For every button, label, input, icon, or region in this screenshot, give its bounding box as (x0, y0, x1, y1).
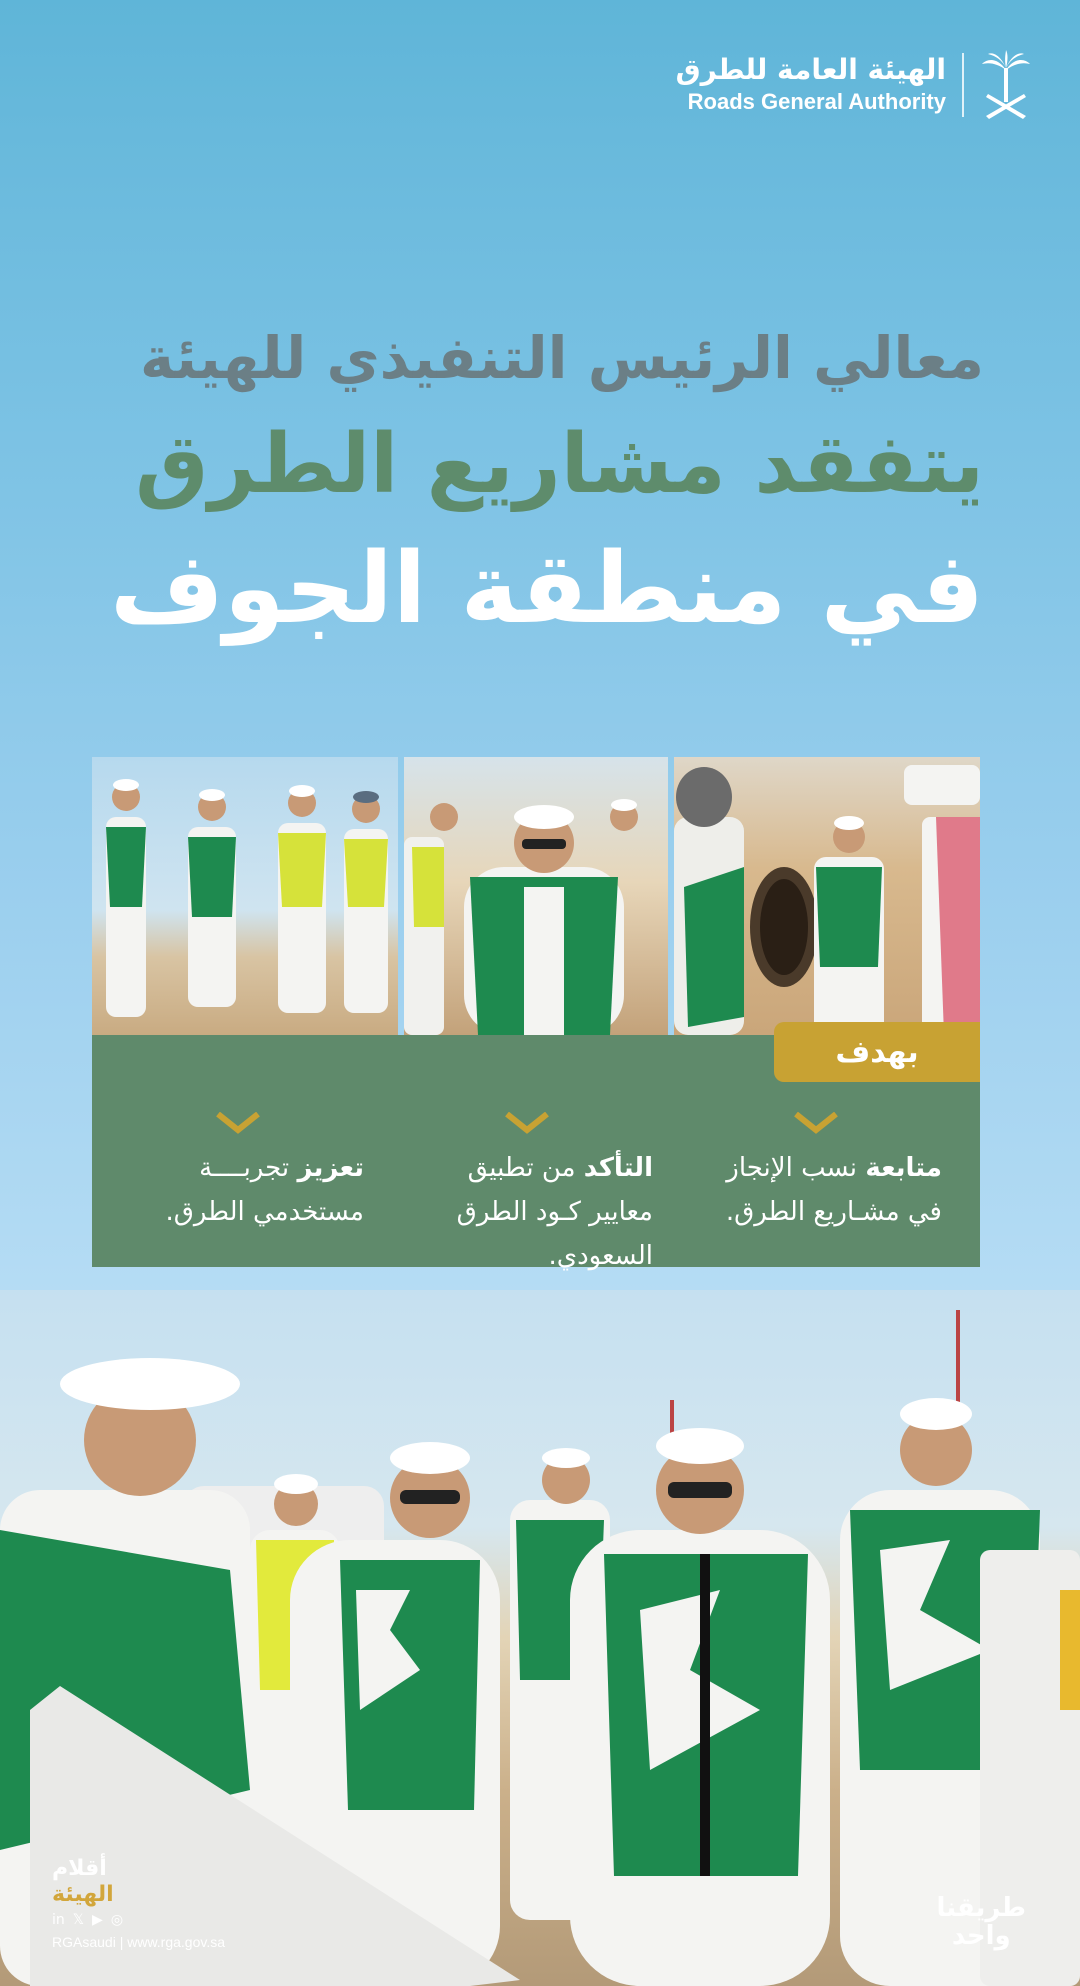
instagram-icon[interactable]: ◎ (110, 1912, 124, 1928)
headline-line-1: معالي الرئيس التنفيذي للهيئة (139, 324, 984, 392)
slogan (936, 1894, 1026, 1950)
linkedin-icon[interactable]: in (52, 1912, 65, 1928)
goal-bold: متابعة (865, 1153, 942, 1183)
palm-swords-emblem-icon (980, 50, 1032, 120)
goal-bold: التأكد (583, 1153, 653, 1183)
x-icon[interactable]: 𝕏 (72, 1912, 85, 1928)
goal-item-verify (401, 1112, 653, 1278)
headline-line-2: يتفقد مشاريع الطرق (135, 417, 984, 512)
photo-collage (92, 757, 980, 1035)
logo-arabic-name: الهيئة العامة للطرق (675, 53, 946, 86)
goals-list (112, 1112, 942, 1278)
photo-official-speaking (404, 757, 668, 1035)
footer-brand-logo (52, 1856, 225, 1908)
photo-officials-standing (92, 757, 398, 1035)
logo-divider (962, 53, 964, 117)
social-handle[interactable]: RGAsaudi (52, 1934, 116, 1950)
social-icons (52, 1912, 225, 1928)
chevron-down-icon (794, 1112, 838, 1134)
footer-separator: | (119, 1934, 124, 1950)
headline-line-3: في منطقة الجوف (110, 532, 984, 646)
slogan-top: طريقنا (936, 1893, 1026, 1923)
goal-text: من تطبيق معايير كـود الطرق السعودي. (456, 1153, 653, 1271)
chevron-down-icon (505, 1112, 549, 1134)
logo-text (676, 53, 946, 117)
goal-bold: تعزيز (297, 1153, 364, 1183)
footer-brand-top: أقلام (52, 1856, 107, 1881)
goal-text: نسب الإنجاز في مشـاريع الطرق. (725, 1153, 942, 1227)
goal-text: تجربــــة مستخدمي الطرق. (165, 1153, 364, 1227)
photo-culvert-inspection (674, 757, 980, 1035)
footer-left (52, 1856, 225, 1950)
headline (96, 310, 984, 654)
header-logo (676, 50, 1032, 120)
goal-tag: بهدف (774, 1022, 980, 1082)
website-link[interactable]: www.rga.gov.sa (127, 1934, 226, 1950)
chevron-down-icon (216, 1112, 260, 1134)
youtube-icon[interactable]: ▶ (92, 1912, 103, 1928)
goal-item-enhance (112, 1112, 364, 1278)
footer-brand-bottom: الهيئة (52, 1882, 114, 1907)
slogan-bottom: واحد (951, 1921, 1011, 1951)
goal-item-follow-up (690, 1112, 942, 1278)
logo-english-name: Roads General Authority (687, 89, 946, 114)
footer-links (52, 1934, 225, 1950)
